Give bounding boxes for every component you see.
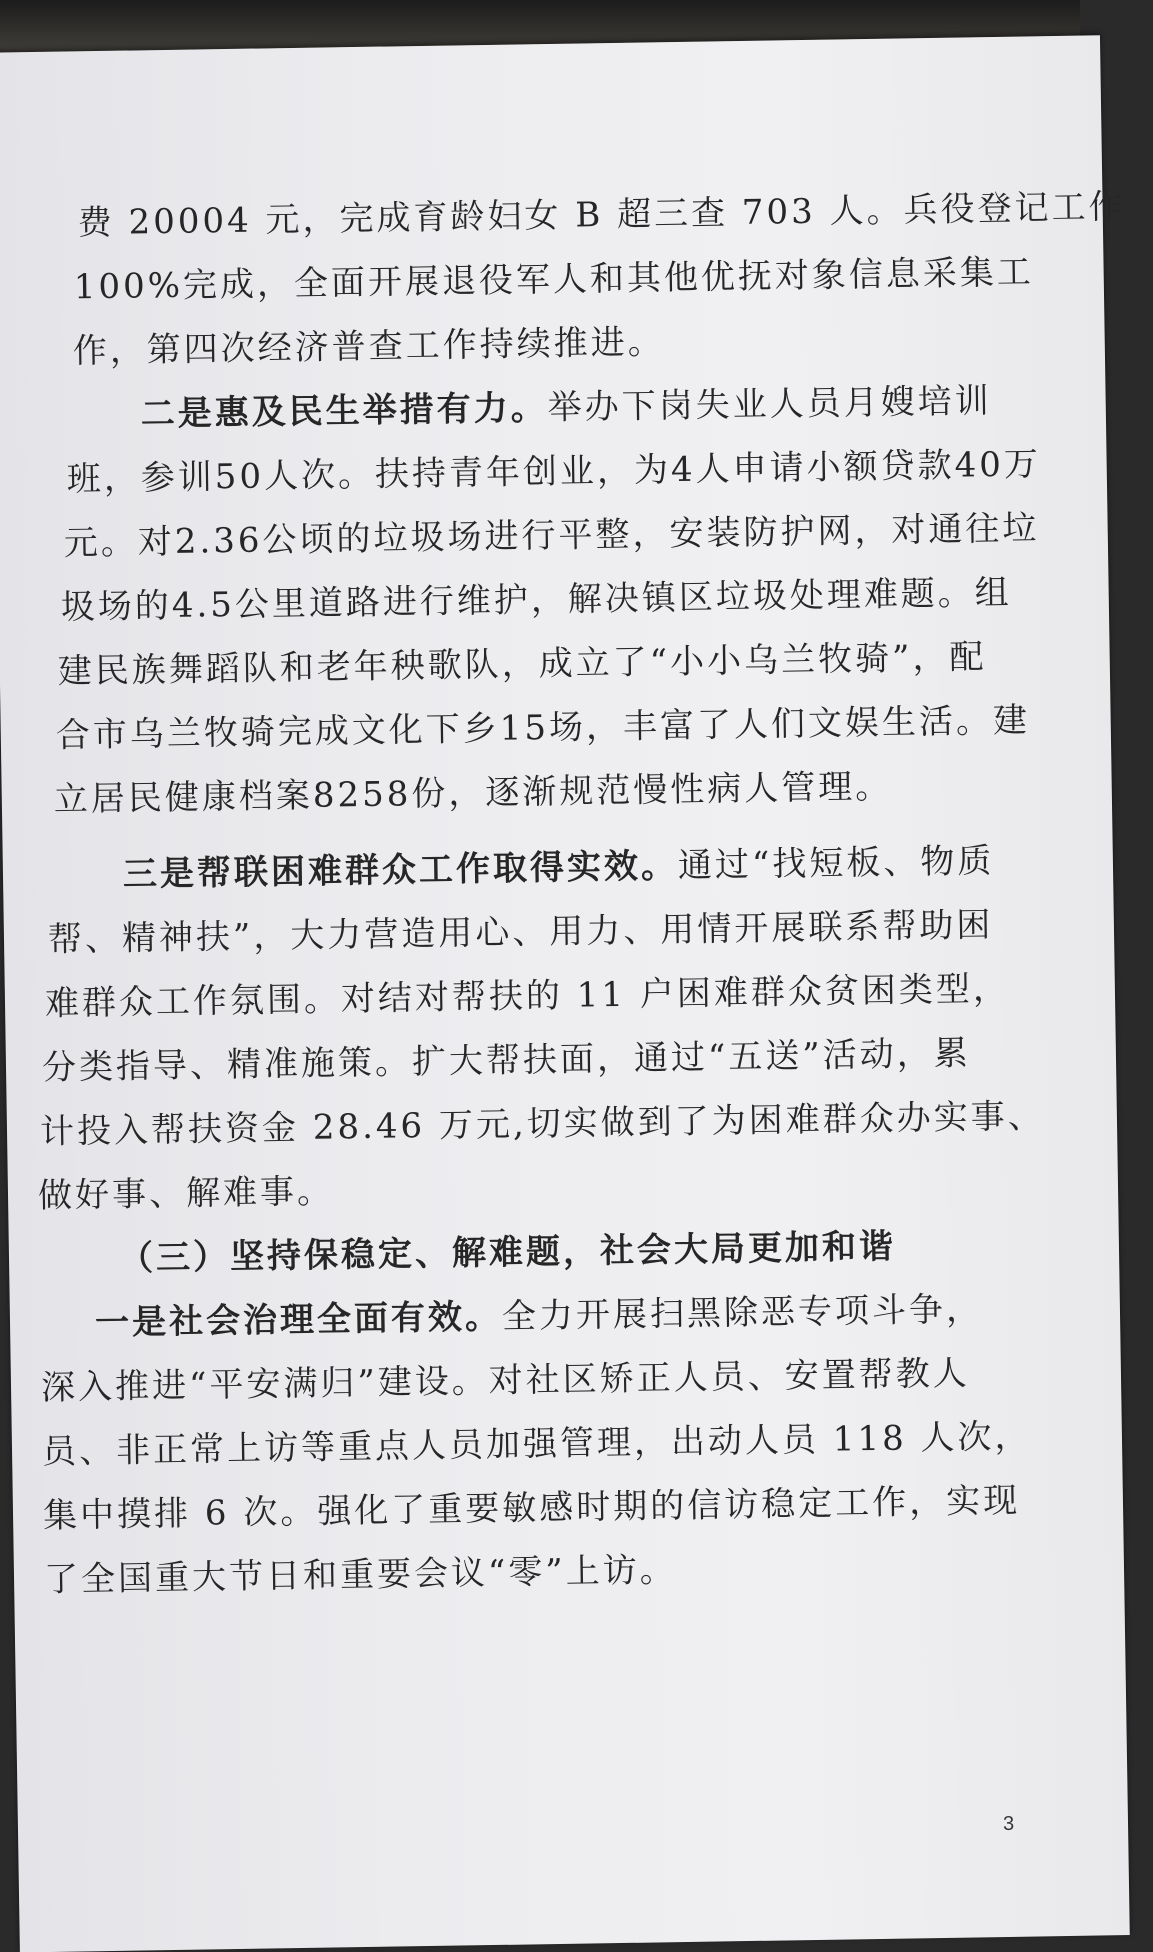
text-line: 圾场的4.5公里道路进行维护，解决镇区垃圾处理难题。组 (60, 572, 1013, 628)
paragraph-lead-line: 一是社会治理全面有效。全力开展扫黑除恶专项斗争， (94, 1289, 984, 1344)
text-line: 帮、精神扶”，大力营造用心、用力、用情开展联系帮助困 (47, 905, 994, 960)
text-line: 100%完成，全面开展退役军人和其他优抚对象信息采集工 (73, 252, 1035, 308)
text-line: 班，参训50人次。扶持青年创业，为4人申请小额贷款40万 (66, 444, 1042, 500)
text-line: 立居民健康档案8258份，逐渐规范慢性病人管理。 (53, 766, 893, 820)
text-line: 集中摸排 6 次。强化了重要敏感时期的信访稳定工作，实现 (42, 1480, 1021, 1537)
text-line: 建民族舞蹈队和老年秧歌队，成立了“小小乌兰牧骑”，配 (57, 637, 987, 692)
text-line: 作，第四次经济普查工作持续推进。 (72, 322, 666, 372)
text-line: 难群众工作氛围。对结对帮扶的 11 户困难群众贫困类型， (44, 968, 1011, 1024)
text-line: 分类指导、精准施策。扩大帮扶面，通过“五送”活动，累 (41, 1033, 971, 1089)
paragraph-lead-line: 二是惠及民生举措有力。举办下岗失业人员月嫂培训 (140, 381, 992, 435)
text-line: 计投入帮扶资金 28.46 万元,切实做到了为困难群众办实事、 (39, 1096, 1045, 1153)
paragraph-lead-line: 三是帮联困难群众工作取得实效。通过“找短板、物质 (122, 841, 995, 895)
text-line: 元。对2.36公顷的垃圾场进行平整，安装防护网，对通往垃 (63, 508, 1040, 564)
page-number: 3 (1002, 1812, 1015, 1836)
text-line: 员、非正常上访等重点人员加强管理，出动人员 118 人次， (41, 1416, 1032, 1473)
text-line: 合市乌兰牧骑完成文化下乡15场，丰富了人们文娱生活。建 (55, 700, 1031, 756)
section-heading: （三）坚持保稳定、解难题，社会大局更加和谐 (118, 1226, 897, 1279)
text-line: 深入推进“平安满归”建设。对社区矫正人员、安置帮教人 (40, 1353, 971, 1409)
text-line: 了全国重大节日和重要会议“零”上访。 (43, 1550, 678, 1601)
document-body (22, 177, 1126, 1612)
text-line: 做好事、解难事。 (37, 1171, 335, 1217)
text-line: 费 20004 元，完成育龄妇女 B 超三查 703 人。兵役登记工作 (77, 186, 1126, 244)
document-page (0, 35, 1130, 1952)
